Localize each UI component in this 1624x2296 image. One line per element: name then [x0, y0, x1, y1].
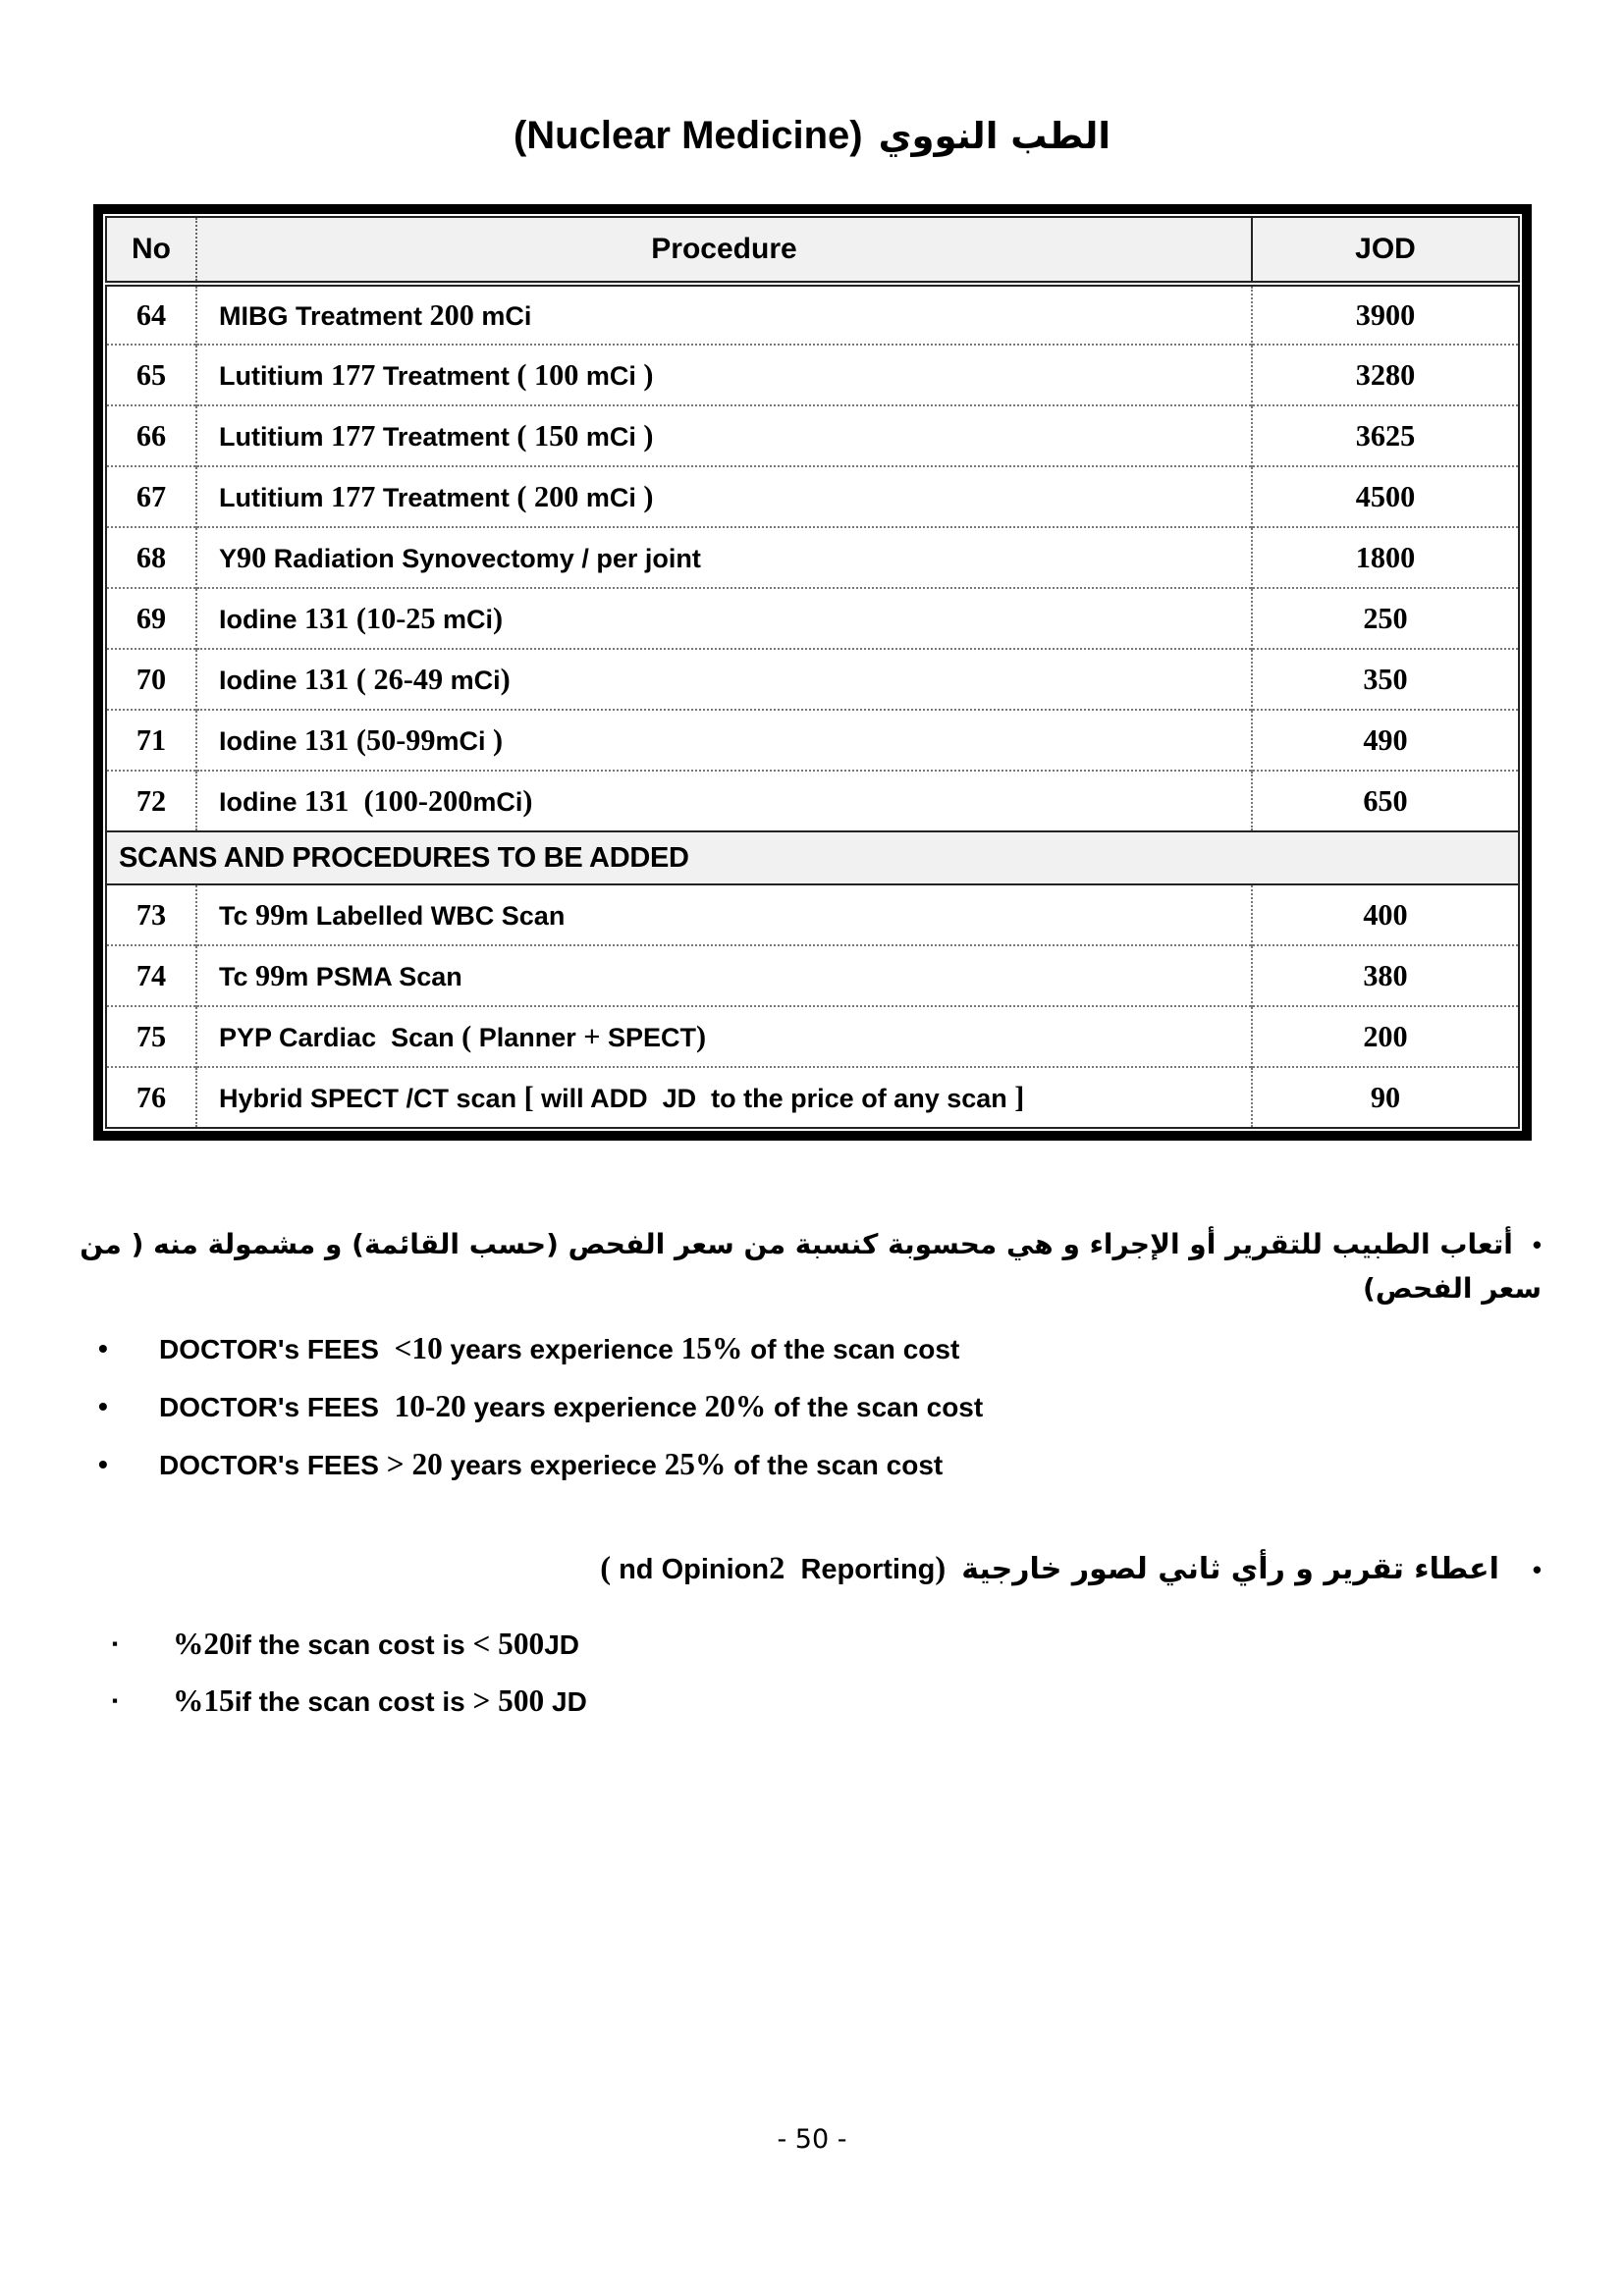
page-title [0, 114, 1624, 158]
table-row [106, 1006, 1519, 1067]
table-row [106, 527, 1519, 588]
page-title-arabic: الطب النووي [878, 115, 1111, 157]
table-row [106, 771, 1519, 831]
row-procedure: Lutitium 177 Treatment ( 150 mCi ) [196, 405, 1252, 466]
second-opinion-english: ( nd Opinion2 Reporting) [600, 1551, 947, 1586]
list-item [110, 1673, 1565, 1730]
header-procedure: Procedure [196, 217, 1252, 284]
table-row [106, 405, 1519, 466]
doctor-fee-line: DOCTOR's FEES 10-20 years experience 20% of the scan cost [159, 1388, 984, 1423]
row-procedure: Iodine 131 (10-25 mCi) [196, 588, 1252, 649]
row-no: 74 [106, 945, 196, 1006]
row-procedure: Tc 99m Labelled WBC Scan [196, 884, 1252, 945]
list-item [94, 1377, 1565, 1435]
row-price: 350 [1252, 649, 1519, 710]
row-procedure: Hybrid SPECT /CT scan [ will ADD JD to the price of any scan ] [196, 1067, 1252, 1128]
price-table-container [93, 204, 1532, 1141]
table-body [106, 284, 1519, 1128]
doctor-fee-line: DOCTOR's FEES <10 years experience 15% of the scan cost [159, 1330, 960, 1365]
row-no: 73 [106, 884, 196, 945]
bullet-icon: • [98, 1390, 108, 1421]
price-table [105, 216, 1520, 1129]
row-procedure: Lutitium 177 Treatment ( 200 mCi ) [196, 466, 1252, 527]
row-price: 1800 [1252, 527, 1519, 588]
row-no: 65 [106, 345, 196, 405]
table-row [106, 1067, 1519, 1128]
row-no: 72 [106, 771, 196, 831]
doctor-fees-note-arabic [69, 1223, 1542, 1311]
table-row [106, 588, 1519, 649]
row-no: 70 [106, 649, 196, 710]
row-procedure: MIBG Treatment 200 mCi [196, 284, 1252, 345]
table-row [106, 884, 1519, 945]
page-number: - 50 - [777, 2124, 847, 2155]
row-no: 68 [106, 527, 196, 588]
row-price: 3280 [1252, 345, 1519, 405]
row-no: 75 [106, 1006, 196, 1067]
doctor-fees-list [94, 1319, 1565, 1493]
square-bullet-icon: ▪ [112, 1691, 119, 1710]
list-item [110, 1616, 1565, 1673]
row-price: 490 [1252, 710, 1519, 771]
row-price: 90 [1252, 1067, 1519, 1128]
bullet-icon: • [1532, 1230, 1542, 1259]
second-opinion-rule: %20if the scan cost is < 500JD [173, 1627, 580, 1661]
row-price: 400 [1252, 884, 1519, 945]
row-price: 3900 [1355, 297, 1416, 332]
row-no: 76 [106, 1067, 196, 1128]
second-opinion-arabic: اعطاء تقرير و رأي ثاني لصور خارجية [961, 1552, 1499, 1586]
row-procedure: Y90 Radiation Synovectomy / per joint [196, 527, 1252, 588]
row-no: 66 [106, 405, 196, 466]
row-no: 64 [106, 284, 196, 345]
table-header-row [106, 217, 1519, 284]
row-procedure: Iodine 131 (100-200mCi) [196, 771, 1252, 831]
table-row [106, 710, 1519, 771]
row-price: 380 [1252, 945, 1519, 1006]
second-opinion-rule: %15if the scan cost is > 500 JD [173, 1683, 587, 1718]
header-jod: JOD [1252, 217, 1519, 284]
table-row [106, 649, 1519, 710]
row-price: 200 [1252, 1006, 1519, 1067]
row-procedure: Iodine 131 ( 26-49 mCi) [196, 649, 1252, 710]
section-header-label: SCANS AND PROCEDURES TO BE ADDED [106, 831, 1519, 884]
bullet-icon: • [98, 1448, 108, 1479]
second-opinion-note [0, 1551, 1542, 1587]
square-bullet-icon: ▪ [112, 1634, 119, 1653]
table-row [106, 945, 1519, 1006]
list-item [94, 1435, 1565, 1493]
row-procedure: Tc 99m PSMA Scan [196, 945, 1252, 1006]
bullet-icon: • [1532, 1555, 1542, 1584]
row-price: 250 [1252, 588, 1519, 649]
row-price: 650 [1252, 771, 1519, 831]
table-row [106, 345, 1519, 405]
list-item [94, 1319, 1565, 1377]
row-price: 3625 [1252, 405, 1519, 466]
header-no: No [106, 217, 196, 284]
doctor-fees-note-arabic-text: أتعاب الطبيب للتقرير أو الإجراء و هي محسوبة كنسبة من سعر الفحص (حسب القائمة) و مشمولة منه ( من سعر الفحص) [80, 1228, 1542, 1305]
doctor-fee-line: DOCTOR's FEES > 20 years experiece 25% of the scan cost [159, 1446, 944, 1481]
row-procedure: Lutitium 177 Treatment ( 100 mCi ) [196, 345, 1252, 405]
row-no: 69 [106, 588, 196, 649]
table-header [106, 217, 1519, 284]
table-section-row [106, 831, 1519, 884]
page-title-english: (Nuclear Medicine) [513, 114, 863, 157]
bullet-icon: • [98, 1332, 108, 1363]
table-row [106, 284, 1519, 345]
row-price: 4500 [1252, 466, 1519, 527]
row-procedure: PYP Cardiac Scan ( Planner + SPECT) [196, 1006, 1252, 1067]
row-no: 71 [106, 710, 196, 771]
table-row [106, 466, 1519, 527]
row-procedure: Iodine 131 (50-99mCi ) [196, 710, 1252, 771]
row-no: 67 [106, 466, 196, 527]
second-opinion-rules-list [110, 1616, 1565, 1730]
